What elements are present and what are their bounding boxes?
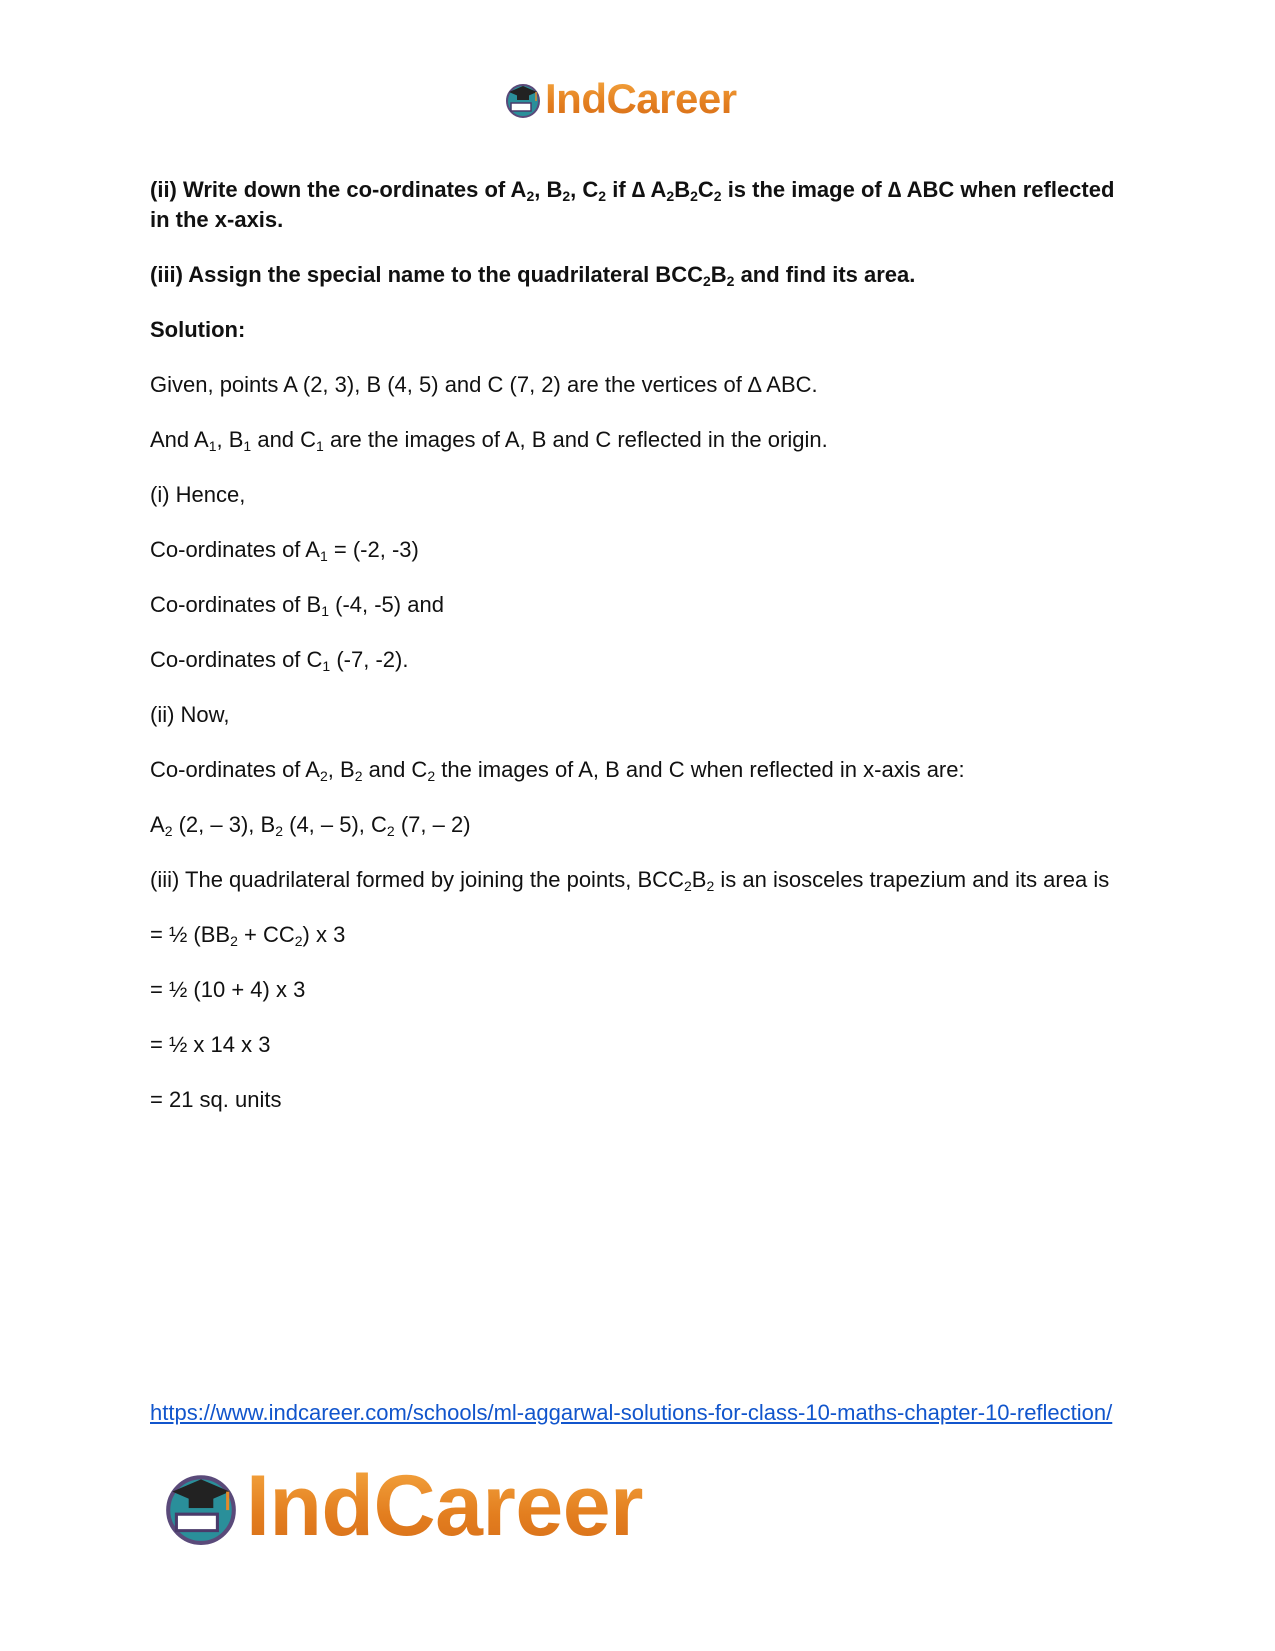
graduation-cap-globe-icon bbox=[160, 1465, 242, 1547]
images-in-origin-line: And $A_1$, $B_1$ and $C_1$ are the images of A, B and C reflected in the origin. bbox=[150, 427, 828, 454]
question-part-iii: (iii) Assign the special name to the quadrilateral $BCC_2B_2$ and find its area. bbox=[150, 262, 916, 289]
x-axis-values-line: $A_2$ (2, – 3), $B_2$ (4, – 5), $C_2$ (7, – 2) bbox=[150, 812, 471, 839]
coordinate-b1: Co-ordinates of $B_1$ (-4, -5) and bbox=[150, 592, 444, 619]
part-ii-now: (ii) Now, bbox=[150, 702, 230, 727]
coordinate-a1: Co-ordinates of $A_1 = (-2$, -3) bbox=[150, 537, 419, 564]
given-line: Given, points A (2, 3), B (4, 5) and C (7, 2) are the vertices of ∆ ABC. bbox=[150, 372, 818, 397]
area-result: = 21 sq. units bbox=[150, 1087, 282, 1112]
document-content bbox=[150, 175, 1120, 1140]
logo-text: IndCareer bbox=[545, 75, 737, 122]
source-url-link[interactable]: https://www.indcareer.com/schools/ml-aggarwal-solutions-for-class-10-maths-chapter-10-reflection/ bbox=[150, 1400, 1113, 1425]
x-axis-images-line: Co-ordinates of $A_2$, $B_2$ and $C_2$ the images of A, B and C when reflected in x-axis are: bbox=[150, 757, 965, 784]
logo-bottom bbox=[160, 1458, 643, 1554]
question-part-ii: (ii) Write down the co-ordinates of $A_2$, $B_2$, $C_2$ if ∆ $A_2B_2C_2$ is the image of ∆ ABC when reflected in the x-axis. bbox=[150, 177, 1115, 232]
graduation-cap-globe-icon bbox=[503, 79, 543, 119]
area-step-1: = ½ $(BB_2 + CC_2)$ x 3 bbox=[150, 922, 346, 949]
part-i-hence: (i) Hence, bbox=[150, 482, 246, 507]
area-step-3: = ½ x 14 x 3 bbox=[150, 1032, 271, 1057]
logo-top bbox=[503, 75, 737, 122]
part-iii-trapezium: (iii) The quadrilateral formed by joining the points, $BCC_2B_2$ is an isosceles trapezium and its area is bbox=[150, 867, 1110, 894]
solution-heading: Solution: bbox=[150, 317, 246, 342]
coordinate-c1: Co-ordinates of $C_1$ (-7, -2). bbox=[150, 647, 409, 674]
area-step-2: = ½ (10 + 4) x 3 bbox=[150, 977, 306, 1002]
logo-text: IndCareer bbox=[246, 1458, 643, 1554]
